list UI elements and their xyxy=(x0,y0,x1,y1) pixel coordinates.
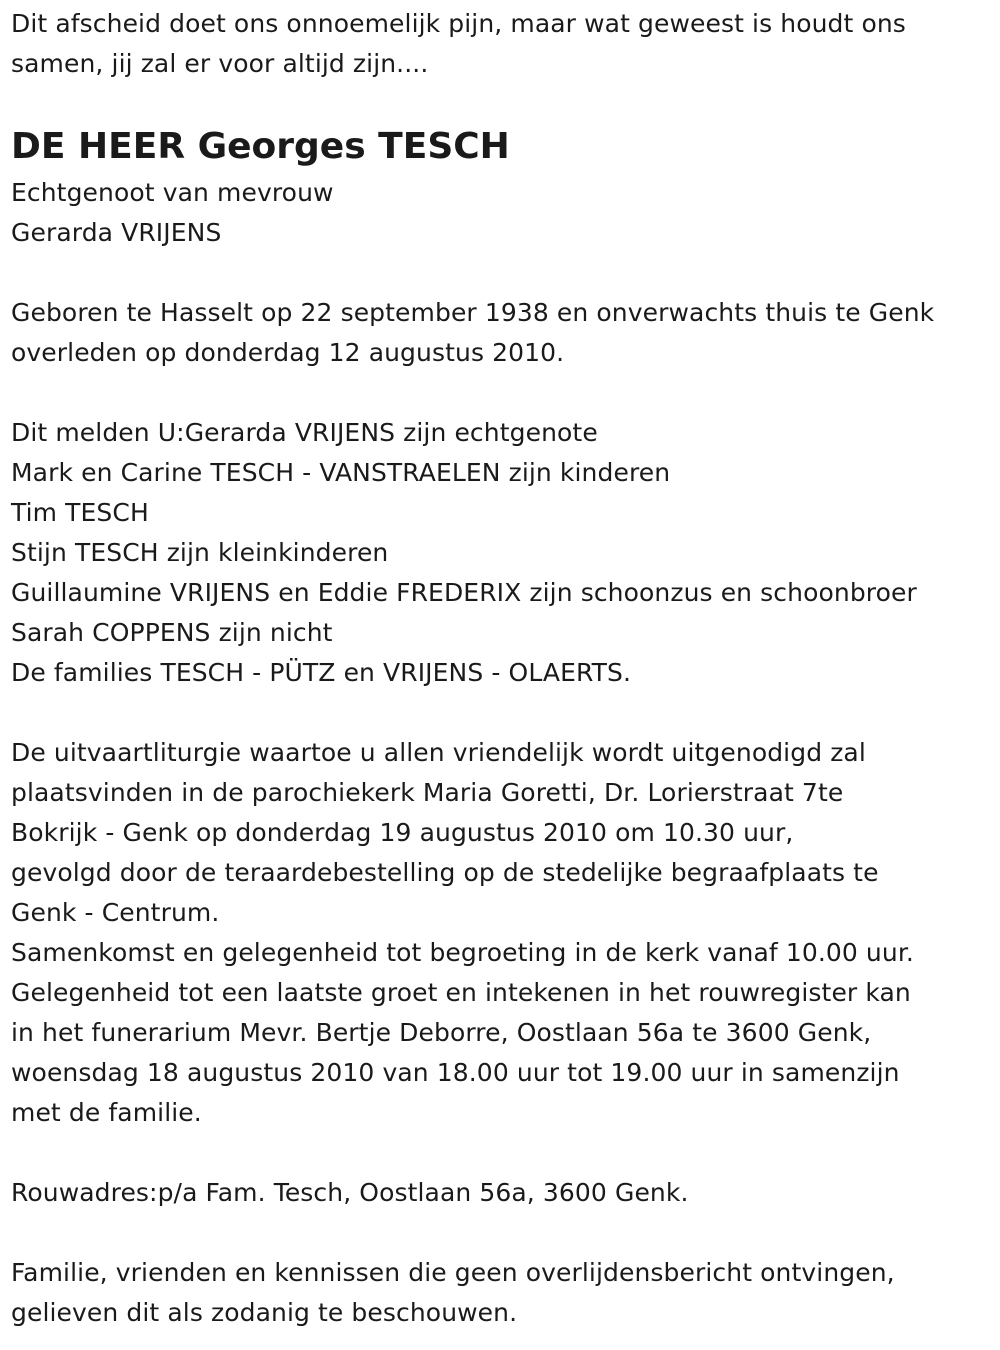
funeral-line: in het funerarium Mevr. Bertje Deborre, Oostlaan 56a te 3600 Genk, xyxy=(11,1018,872,1047)
intro-quote xyxy=(11,4,906,84)
closing-line-1: Familie, vrienden en kennissen die geen overlijdensbericht ontvingen, xyxy=(11,1258,895,1287)
deceased-name-title: DE HEER Georges TESCH xyxy=(11,126,510,167)
family-announcement xyxy=(11,413,917,693)
funeral-line: woensdag 18 augustus 2010 van 18.00 uur tot 19.00 uur in samenzijn xyxy=(11,1058,900,1087)
birth-death-info xyxy=(11,293,934,373)
funeral-details xyxy=(11,733,914,1133)
spouse-line-1: Echtgenoot van mevrouw xyxy=(11,178,334,207)
family-line: Stijn TESCH zijn kleinkinderen xyxy=(11,538,389,567)
closing-note xyxy=(11,1253,895,1333)
family-line: Sarah COPPENS zijn nicht xyxy=(11,618,333,647)
intro-line-2: samen, jij zal er voor altijd zijn.... xyxy=(11,49,429,78)
funeral-line: Bokrijk - Genk op donderdag 19 augustus 2010 om 10.30 uur, xyxy=(11,818,794,847)
family-line: Tim TESCH xyxy=(11,498,149,527)
funeral-line: Gelegenheid tot een laatste groet en intekenen in het rouwregister kan xyxy=(11,978,911,1007)
funeral-line: Genk - Centrum. xyxy=(11,898,220,927)
funeral-line: met de familie. xyxy=(11,1098,202,1127)
funeral-line: De uitvaartliturgie waartoe u allen vriendelijk wordt uitgenodigd zal xyxy=(11,738,866,767)
funeral-line: plaatsvinden in de parochiekerk Maria Goretti, Dr. Lorierstraat 7te xyxy=(11,778,844,807)
family-line: De families TESCH - PÜTZ en VRIJENS - OLAERTS. xyxy=(11,658,632,687)
closing-line-2: gelieven dit als zodanig te beschouwen. xyxy=(11,1298,518,1327)
address-line: Rouwadres:p/a Fam. Tesch, Oostlaan 56a, 3600 Genk. xyxy=(11,1178,689,1207)
spouse-line-2: Gerarda VRIJENS xyxy=(11,218,222,247)
mourning-address xyxy=(11,1173,689,1213)
death-line: overleden op donderdag 12 augustus 2010. xyxy=(11,338,565,367)
family-line: Mark en Carine TESCH - VANSTRAELEN zijn kinderen xyxy=(11,458,671,487)
family-line: Guillaumine VRIJENS en Eddie FREDERIX zijn schoonzus en schoonbroer xyxy=(11,578,917,607)
funeral-line: Samenkomst en gelegenheid tot begroeting in de kerk vanaf 10.00 uur. xyxy=(11,938,914,967)
family-line: Dit melden U:Gerarda VRIJENS zijn echtgenote xyxy=(11,418,598,447)
spouse-info xyxy=(11,173,334,253)
intro-line-1: Dit afscheid doet ons onnoemelijk pijn, maar wat geweest is houdt ons xyxy=(11,9,906,38)
funeral-line: gevolgd door de teraardebestelling op de stedelijke begraafplaats te xyxy=(11,858,879,887)
birth-line: Geboren te Hasselt op 22 september 1938 en onverwachts thuis te Genk xyxy=(11,298,935,327)
